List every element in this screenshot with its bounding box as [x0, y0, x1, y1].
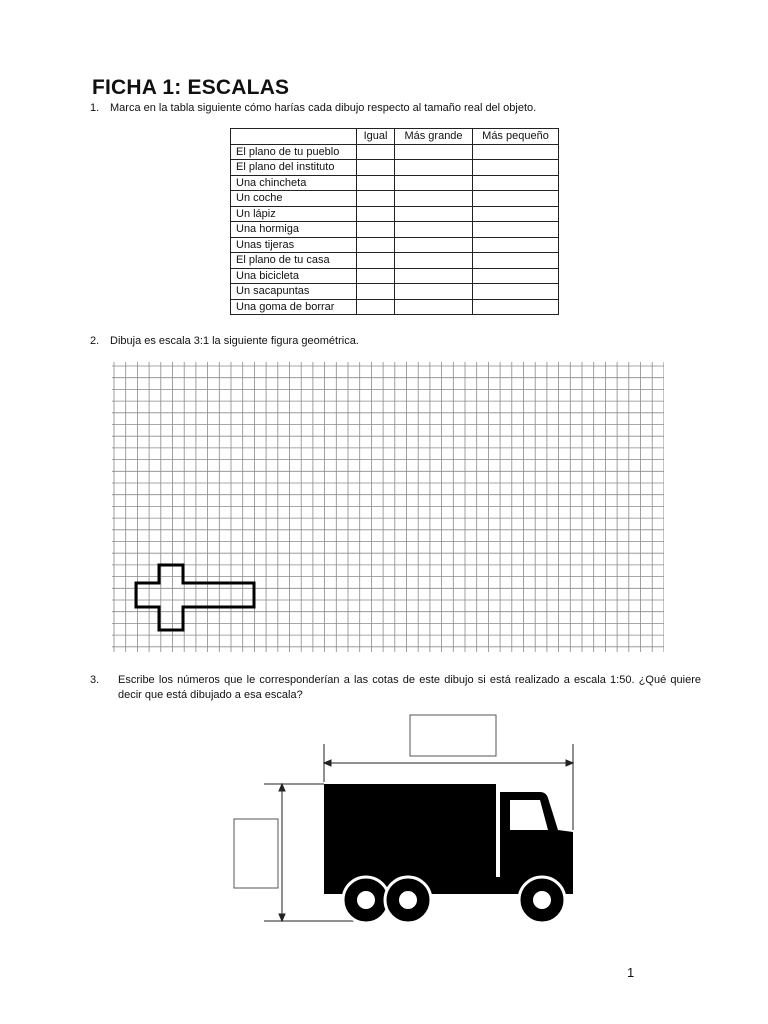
table-row: [231, 175, 559, 191]
question-number: 1.: [90, 102, 100, 114]
table-header-mas-grande: Más grande: [395, 129, 473, 145]
answer-cell[interactable]: [357, 175, 395, 191]
answer-cell[interactable]: [395, 253, 473, 269]
answer-cell[interactable]: [473, 160, 559, 176]
answer-cell[interactable]: [473, 175, 559, 191]
table-header-igual: Igual: [357, 129, 395, 145]
answer-cell[interactable]: [357, 144, 395, 160]
question-3: [90, 673, 700, 705]
answer-cell[interactable]: [473, 222, 559, 238]
scale-comparison-table: [230, 128, 559, 315]
page-number: 1: [627, 965, 635, 980]
table-header-row: [231, 129, 559, 145]
page-title: FICHA 1: ESCALAS: [92, 76, 290, 99]
answer-cell[interactable]: [473, 144, 559, 160]
object-label: El plano de tu pueblo: [231, 144, 357, 160]
question-2: [90, 334, 690, 350]
answer-cell[interactable]: [395, 175, 473, 191]
answer-cell[interactable]: [473, 191, 559, 207]
answer-cell[interactable]: [357, 284, 395, 300]
question-text: Escribe los números que le corresponderían a las cotas de este dibujo si está realizado a escala 1:50. ¿Qué quiere decir que está dibujado a esa escala?: [118, 674, 701, 701]
table-header-mas-pequeno: Más pequeño: [473, 129, 559, 145]
answer-cell[interactable]: [395, 191, 473, 207]
question-text: Dibuja es escala 3:1 la siguiente figura geométrica.: [110, 335, 359, 347]
answer-cell[interactable]: [357, 191, 395, 207]
question-1: [90, 101, 690, 117]
table-header-cell: [231, 129, 357, 145]
length-answer-box[interactable]: [410, 715, 496, 756]
answer-cell[interactable]: [395, 237, 473, 253]
table-row: [231, 284, 559, 300]
object-label: Una bicicleta: [231, 268, 357, 284]
answer-cell[interactable]: [395, 160, 473, 176]
table-row: [231, 222, 559, 238]
answer-cell[interactable]: [395, 206, 473, 222]
object-label: Una hormiga: [231, 222, 357, 238]
table-row: [231, 268, 559, 284]
object-label: El plano del instituto: [231, 160, 357, 176]
answer-cell[interactable]: [473, 299, 559, 315]
answer-cell[interactable]: [395, 268, 473, 284]
table-row: [231, 144, 559, 160]
answer-cell[interactable]: [473, 284, 559, 300]
height-answer-box[interactable]: [234, 819, 278, 888]
answer-cell[interactable]: [357, 299, 395, 315]
answer-cell[interactable]: [473, 253, 559, 269]
object-label: Un coche: [231, 191, 357, 207]
answer-cell[interactable]: [473, 268, 559, 284]
answer-cell[interactable]: [473, 237, 559, 253]
answer-cell[interactable]: [357, 237, 395, 253]
question-number: 2.: [90, 335, 100, 347]
object-label: Un lápiz: [231, 206, 357, 222]
answer-cell[interactable]: [357, 206, 395, 222]
table-row: [231, 206, 559, 222]
table-row: [231, 191, 559, 207]
question-number: 3.: [90, 674, 100, 686]
object-label: Una goma de borrar: [231, 299, 357, 315]
cross-figure: [136, 565, 254, 630]
answer-cell[interactable]: [395, 144, 473, 160]
answer-cell[interactable]: [395, 222, 473, 238]
table-row: [231, 160, 559, 176]
object-label: El plano de tu casa: [231, 253, 357, 269]
table-row: [231, 299, 559, 315]
answer-cell[interactable]: [357, 253, 395, 269]
truck-icon: [324, 784, 573, 923]
answer-cell[interactable]: [357, 268, 395, 284]
answer-cell[interactable]: [473, 206, 559, 222]
object-label: Una chincheta: [231, 175, 357, 191]
table-row: [231, 237, 559, 253]
question-text: Marca en la tabla siguiente cómo harías cada dibujo respecto al tamaño real del objeto.: [110, 102, 537, 114]
graph-paper-grid[interactable]: [112, 362, 664, 652]
answer-cell[interactable]: [395, 284, 473, 300]
truck-cargo-box: [324, 784, 496, 877]
answer-cell[interactable]: [395, 299, 473, 315]
table-row: [231, 253, 559, 269]
object-label: Un sacapuntas: [231, 284, 357, 300]
truck-drawing: [228, 712, 588, 934]
answer-cell[interactable]: [357, 160, 395, 176]
answer-cell[interactable]: [357, 222, 395, 238]
object-label: Unas tijeras: [231, 237, 357, 253]
